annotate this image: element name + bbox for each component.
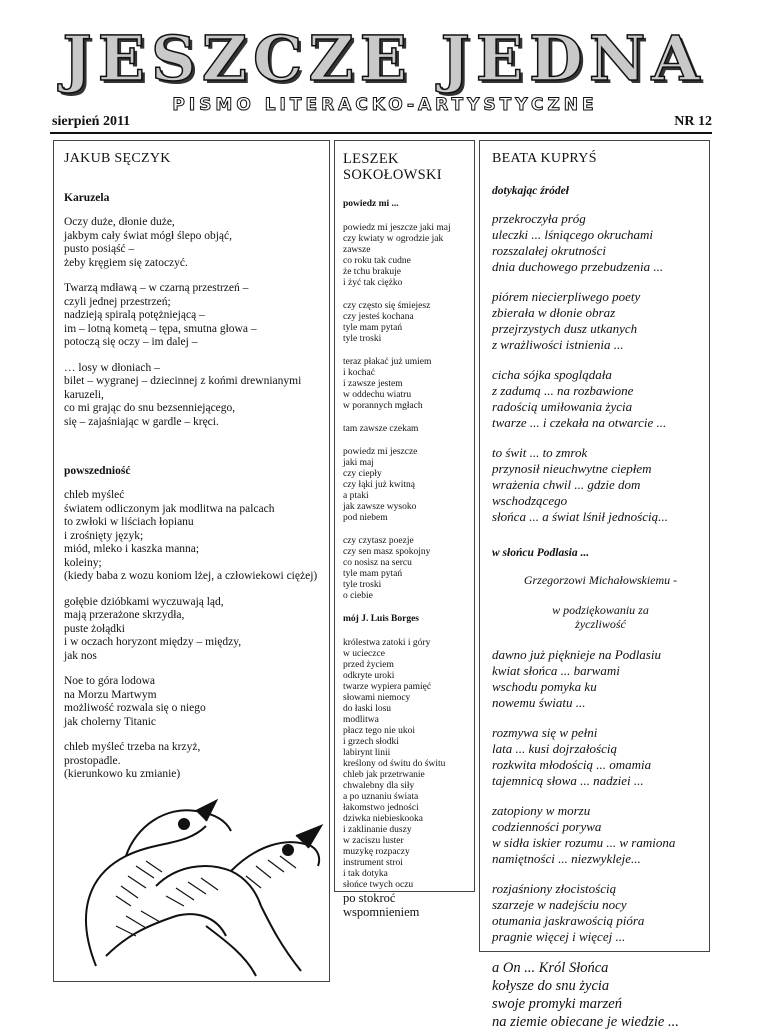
poem-title: powszedniość [64, 465, 131, 477]
stanza: królestwa zatoki i góry w ucieczce przed życiem odkryte uroki twarze wypiera pamięć słowami niemocy do łaski losu modlitwa płacz tego nie ukoi i grzech słodki labirynt linii kreślony od świtu do świtu chleb jak przetrwanie chwalebny dla siły a po uznaniu świata łakomstwo jedności dziwka niebieskooka i zaklinanie duszy w zaciszu luster muzykę rozpaczy instrument stroi i tak dotyka słońce twych oczu [343, 638, 446, 890]
stanza: rozmywa się w pełni lata ... kusi dojrzałością rozkwita młodością ... omamia tajemnicą słowa ... nadziei ... [492, 725, 652, 788]
stanza: … losy w dłoniach – bilet – wygranej – dziecinnej z końmi drewnianymi karuzeli, co mi grając do snu bezsenniejącego, się – zajaśniając w gardle – kręci. [64, 361, 302, 428]
stanza: Noe to góra lodowa na Morzu Martwym możliwość rozwala się o niego jak cholerny Titanic [64, 675, 206, 728]
stanza: Oczy duże, dłonie duże, jakbym cały świat mógł ślepo objąć, pusto posiąść – żeby kręgiem się zatoczyć. [64, 216, 232, 269]
stanza: powiedz mi jeszcze jaki maj czy kwiaty w ogrodzie jak zawsze co roku tak cudne że tchu brakuje i żyć tak ciężko [343, 223, 451, 288]
dedication: Grzegorzowi Michałowskiemu - [523, 573, 678, 587]
author-name: BEATA KUPRYŚ [492, 151, 597, 166]
stanza: to świt ... to zmrok przynosił nieuchwytne ciepłem wrażenia chwil ... gdzie dom wschodzącego słońca ... a świat lśnił jednością... [492, 445, 668, 524]
magazine-title: JESZCZE JEDNA [62, 22, 706, 95]
poem-body [343, 638, 474, 919]
stanza: chleb myśleć trzeba na krzyż, prostopadle. (kierunkowo ku zmianie) [64, 741, 201, 780]
stanza: rozjaśniony złocistością szarzeje w nadejściu nocy otumania jaskrawością pióra pragnie więcej i więcej ... [492, 881, 645, 944]
poem-title: Karuzela [64, 192, 110, 204]
stanza: tam zawsze czekam [343, 424, 419, 434]
stanza: przekroczyła próg uleczki ... lśniącego okruchami rozszalałej okrutności dnia duchowego przebudzenia ... [492, 211, 664, 274]
stanza: czy często się śmiejesz czy jesteś kochana tyle mam pytań tyle troski [343, 301, 431, 344]
poem-title: powiedz mi ... [343, 199, 399, 209]
stanza: czy czytasz poezje czy sen masz spokojny co nosisz na sercu tyle mam pytań tyle troski o ciebie [343, 536, 431, 601]
issue-date: sierpień 2011 [52, 114, 131, 129]
stanza: Twarzą mdławą – w czarną przestrzeń – czyli jednej przestrzeń; nadzieją spiralą potężniejącą – im – lotną kometą – tępa, smutna głowa – potoczą się oczy – im dalej – [64, 282, 257, 348]
poem-ending: po stokroć wspomnieniem [343, 891, 420, 919]
author-name: JAKUB SĘCZYK [64, 151, 171, 166]
poem-body [64, 216, 329, 429]
author-name: LESZEK SOKOŁOWSKI [343, 151, 442, 183]
poem-title: mój J. Luis Borges [343, 614, 419, 624]
issue-number: NR 12 [674, 114, 712, 129]
header-rule [50, 132, 712, 134]
stanza: piórem niecierpliwego poety zbierała w dłonie obraz przejrzystych dusz utkanych z wrażliwości istnienia ... [492, 289, 641, 352]
poem-body [64, 489, 329, 782]
magazine-subtitle: PISMO LITERACKO-ARTYSTYCZNE [172, 95, 598, 115]
poem-title: w słońcu Podlasia ... [492, 547, 590, 559]
stanza: gołębie dzióbkami wyczuwają ląd, mają przerażone skrzydła, puste żołądki i w oczach horyzont między – między, jak nos [64, 595, 242, 662]
stanza: teraz płakać już umiem i kochać i zawsze jestem w oddechu wiatru w porannych mgłach [343, 357, 432, 411]
poem-ending: a On ... Król Słońca kołysze do snu życia swoje promyki marzeń na ziemie obiecane je wiedzie ... [492, 960, 679, 1030]
dedication-note: w podziękowaniu za życzliwość [552, 603, 649, 631]
masthead [0, 0, 768, 120]
bird-illustration [56, 766, 328, 980]
stanza: cicha sójka spoglądała z zadumą ... na rozbawione radością umiłowania życia twarze ... i czekała na otwarcie ... [492, 367, 667, 430]
poem-title: dotykając źródeł [492, 185, 569, 197]
stanza: powiedz mi jeszcze jaki maj czy ciepły czy łąki już kwitną a ptaki jak zawsze wysoko pod niebem [343, 447, 418, 523]
poem-body [492, 647, 709, 1031]
poem-body [343, 223, 474, 602]
poem-body [492, 211, 709, 525]
column-kuprys [479, 140, 710, 1030]
stanza: chleb myśleć światem odliczonym jak modlitwa na palcach to zwłoki w liściach łopianu i zrośnięty język; miód, mleko i kaszka manna; koleiny; (kiedy baba z wozu koniom lżej, a człowiekowi ciężej) [64, 489, 318, 582]
stanza: zatopiony w morzu codzienności porywa w sidła iskier rozumu ... w ramiona namiętności ... niezwykleje... [492, 803, 676, 866]
stanza: dawno już pięknieje na Podlasiu kwiat słońca ... barwami wschodu pomyka ku nowemu światu ... [492, 647, 661, 710]
column-sokolowski [334, 140, 475, 919]
